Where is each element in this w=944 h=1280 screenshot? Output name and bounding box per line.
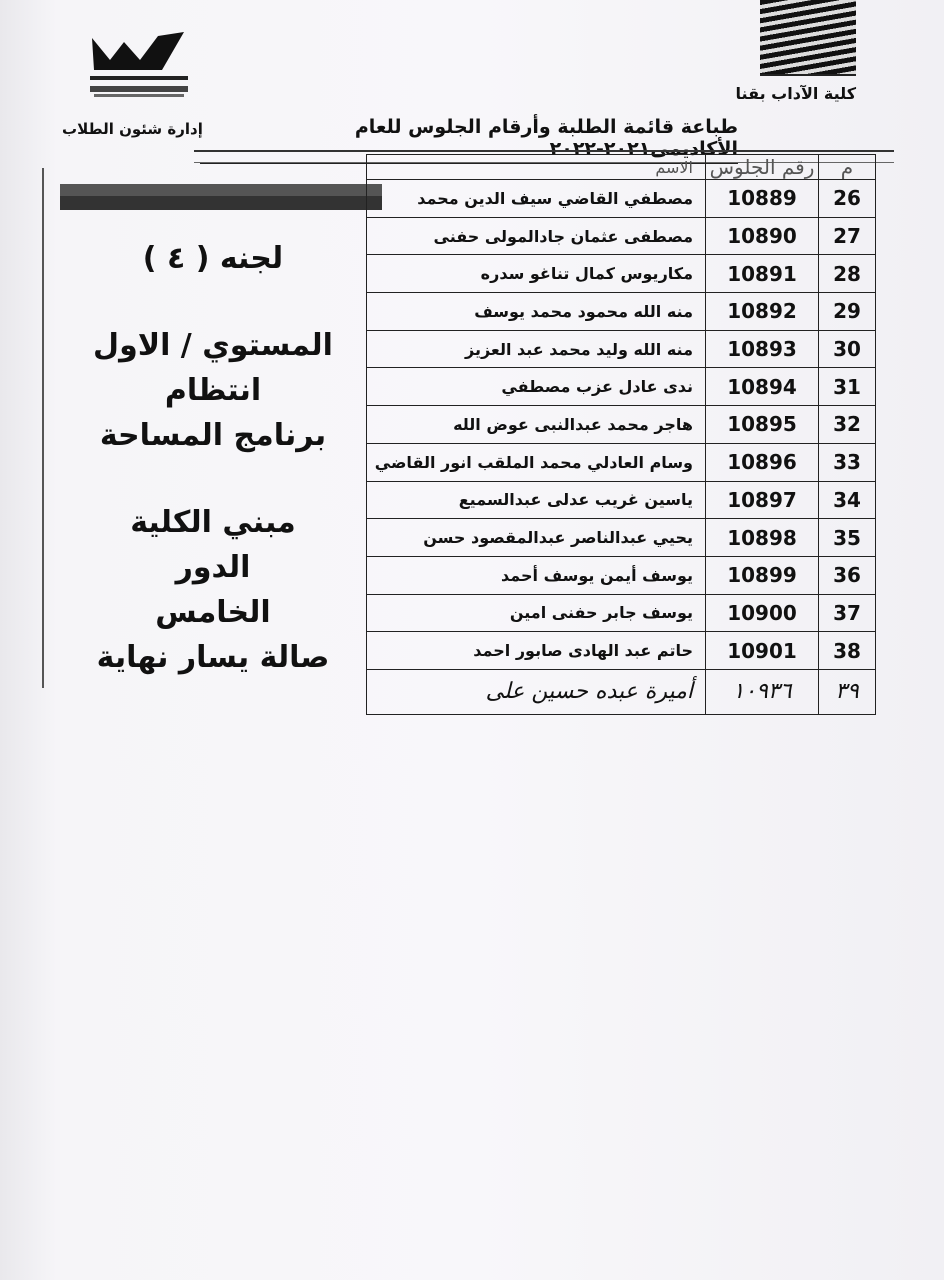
student-name: منه الله محمود محمد يوسف — [367, 293, 706, 331]
row-number: 35 — [819, 519, 876, 557]
student-name: مكاريوس كمال تناغو سدره — [367, 255, 706, 293]
student-name: مصطفي القاضي سيف الدين محمد — [367, 180, 706, 218]
table-row — [367, 443, 876, 481]
col-seat-header: رقم الجلوس — [706, 155, 819, 180]
student-name: وسام العادلي محمد الملقب انور القاضي — [367, 443, 706, 481]
row-number: 34 — [819, 481, 876, 519]
row-number: 37 — [819, 594, 876, 632]
student-name: حاتم عبد الهادى صابور احمد — [367, 632, 706, 670]
seat-number: 10897 — [706, 481, 819, 519]
university-logo — [88, 30, 190, 102]
level-label: المستوي / الاول — [93, 328, 333, 363]
hall-label: صالة يسار نهاية — [96, 640, 330, 675]
college-logo — [760, 0, 856, 76]
table-row — [367, 519, 876, 557]
department-name: إدارة شئون الطلاب — [62, 120, 203, 138]
student-name: مصطفى عثمان جادالمولى حفنى — [367, 217, 706, 255]
header-shade-dark — [60, 196, 382, 210]
students-table — [366, 154, 876, 715]
table-header-row — [367, 155, 876, 180]
table-row — [367, 293, 876, 331]
table-row — [367, 481, 876, 519]
row-number: 31 — [819, 368, 876, 406]
building-label: مبني الكلية الدور — [130, 505, 296, 585]
table-row-handwritten — [367, 669, 876, 714]
table-row — [367, 406, 876, 444]
seat-number: 10898 — [706, 519, 819, 557]
student-name: أميرة عبده حسين على — [367, 669, 706, 714]
seat-number: 10895 — [706, 406, 819, 444]
student-name: ياسين غريب عدلى عبدالسميع — [367, 481, 706, 519]
seat-number: 10894 — [706, 368, 819, 406]
seat-number: 10892 — [706, 293, 819, 331]
row-number: 26 — [819, 180, 876, 218]
spacer — [88, 281, 338, 323]
spacer — [88, 458, 338, 500]
student-name: يحيي عبدالناصر عبدالمقصود حسن — [367, 519, 706, 557]
college-name: كلية الآداب بقنا — [735, 84, 856, 103]
table-row — [367, 330, 876, 368]
student-name: منه الله وليد محمد عبد العزيز — [367, 330, 706, 368]
seat-number: 10901 — [706, 632, 819, 670]
seat-number: ١٠٩٣٦ — [706, 669, 819, 714]
row-number: 28 — [819, 255, 876, 293]
page-title: طباعة قائمة الطلبة وأرقام الجلوس للعام الأكاديمى٢٠٢١-٢٠٢٢ — [200, 116, 738, 164]
row-number: 33 — [819, 443, 876, 481]
seat-number: 10893 — [706, 330, 819, 368]
table-row — [367, 368, 876, 406]
row-number: ٣٩ — [819, 669, 876, 714]
seat-number: 10889 — [706, 180, 819, 218]
seat-number: 10890 — [706, 217, 819, 255]
committee-label: لجنه ( ٤ ) — [142, 241, 284, 276]
table-row — [367, 255, 876, 293]
student-name: ندى عادل عزب مصطفي — [367, 368, 706, 406]
table-row — [367, 556, 876, 594]
row-number: 29 — [819, 293, 876, 331]
table-row — [367, 632, 876, 670]
student-name: يوسف جابر حفنى امين — [367, 594, 706, 632]
row-number: 27 — [819, 217, 876, 255]
row-number: 30 — [819, 330, 876, 368]
floor-label: الخامس — [155, 595, 271, 630]
seat-number: 10899 — [706, 556, 819, 594]
seat-number: 10891 — [706, 255, 819, 293]
seat-number: 10896 — [706, 443, 819, 481]
row-number: 38 — [819, 632, 876, 670]
col-no-header: م — [819, 155, 876, 180]
student-name: هاجر محمد عبدالنبى عوض الله — [367, 406, 706, 444]
seat-number: 10900 — [706, 594, 819, 632]
table-row — [367, 180, 876, 218]
table-row — [367, 594, 876, 632]
row-number: 36 — [819, 556, 876, 594]
committee-info — [88, 236, 338, 680]
program-label: برنامج المساحة — [99, 418, 327, 453]
col-name-header: الاسم — [367, 155, 706, 180]
mode-label: انتظام — [164, 373, 262, 408]
student-name: يوسف أيمن يوسف أحمد — [367, 556, 706, 594]
row-number: 32 — [819, 406, 876, 444]
table-row — [367, 217, 876, 255]
